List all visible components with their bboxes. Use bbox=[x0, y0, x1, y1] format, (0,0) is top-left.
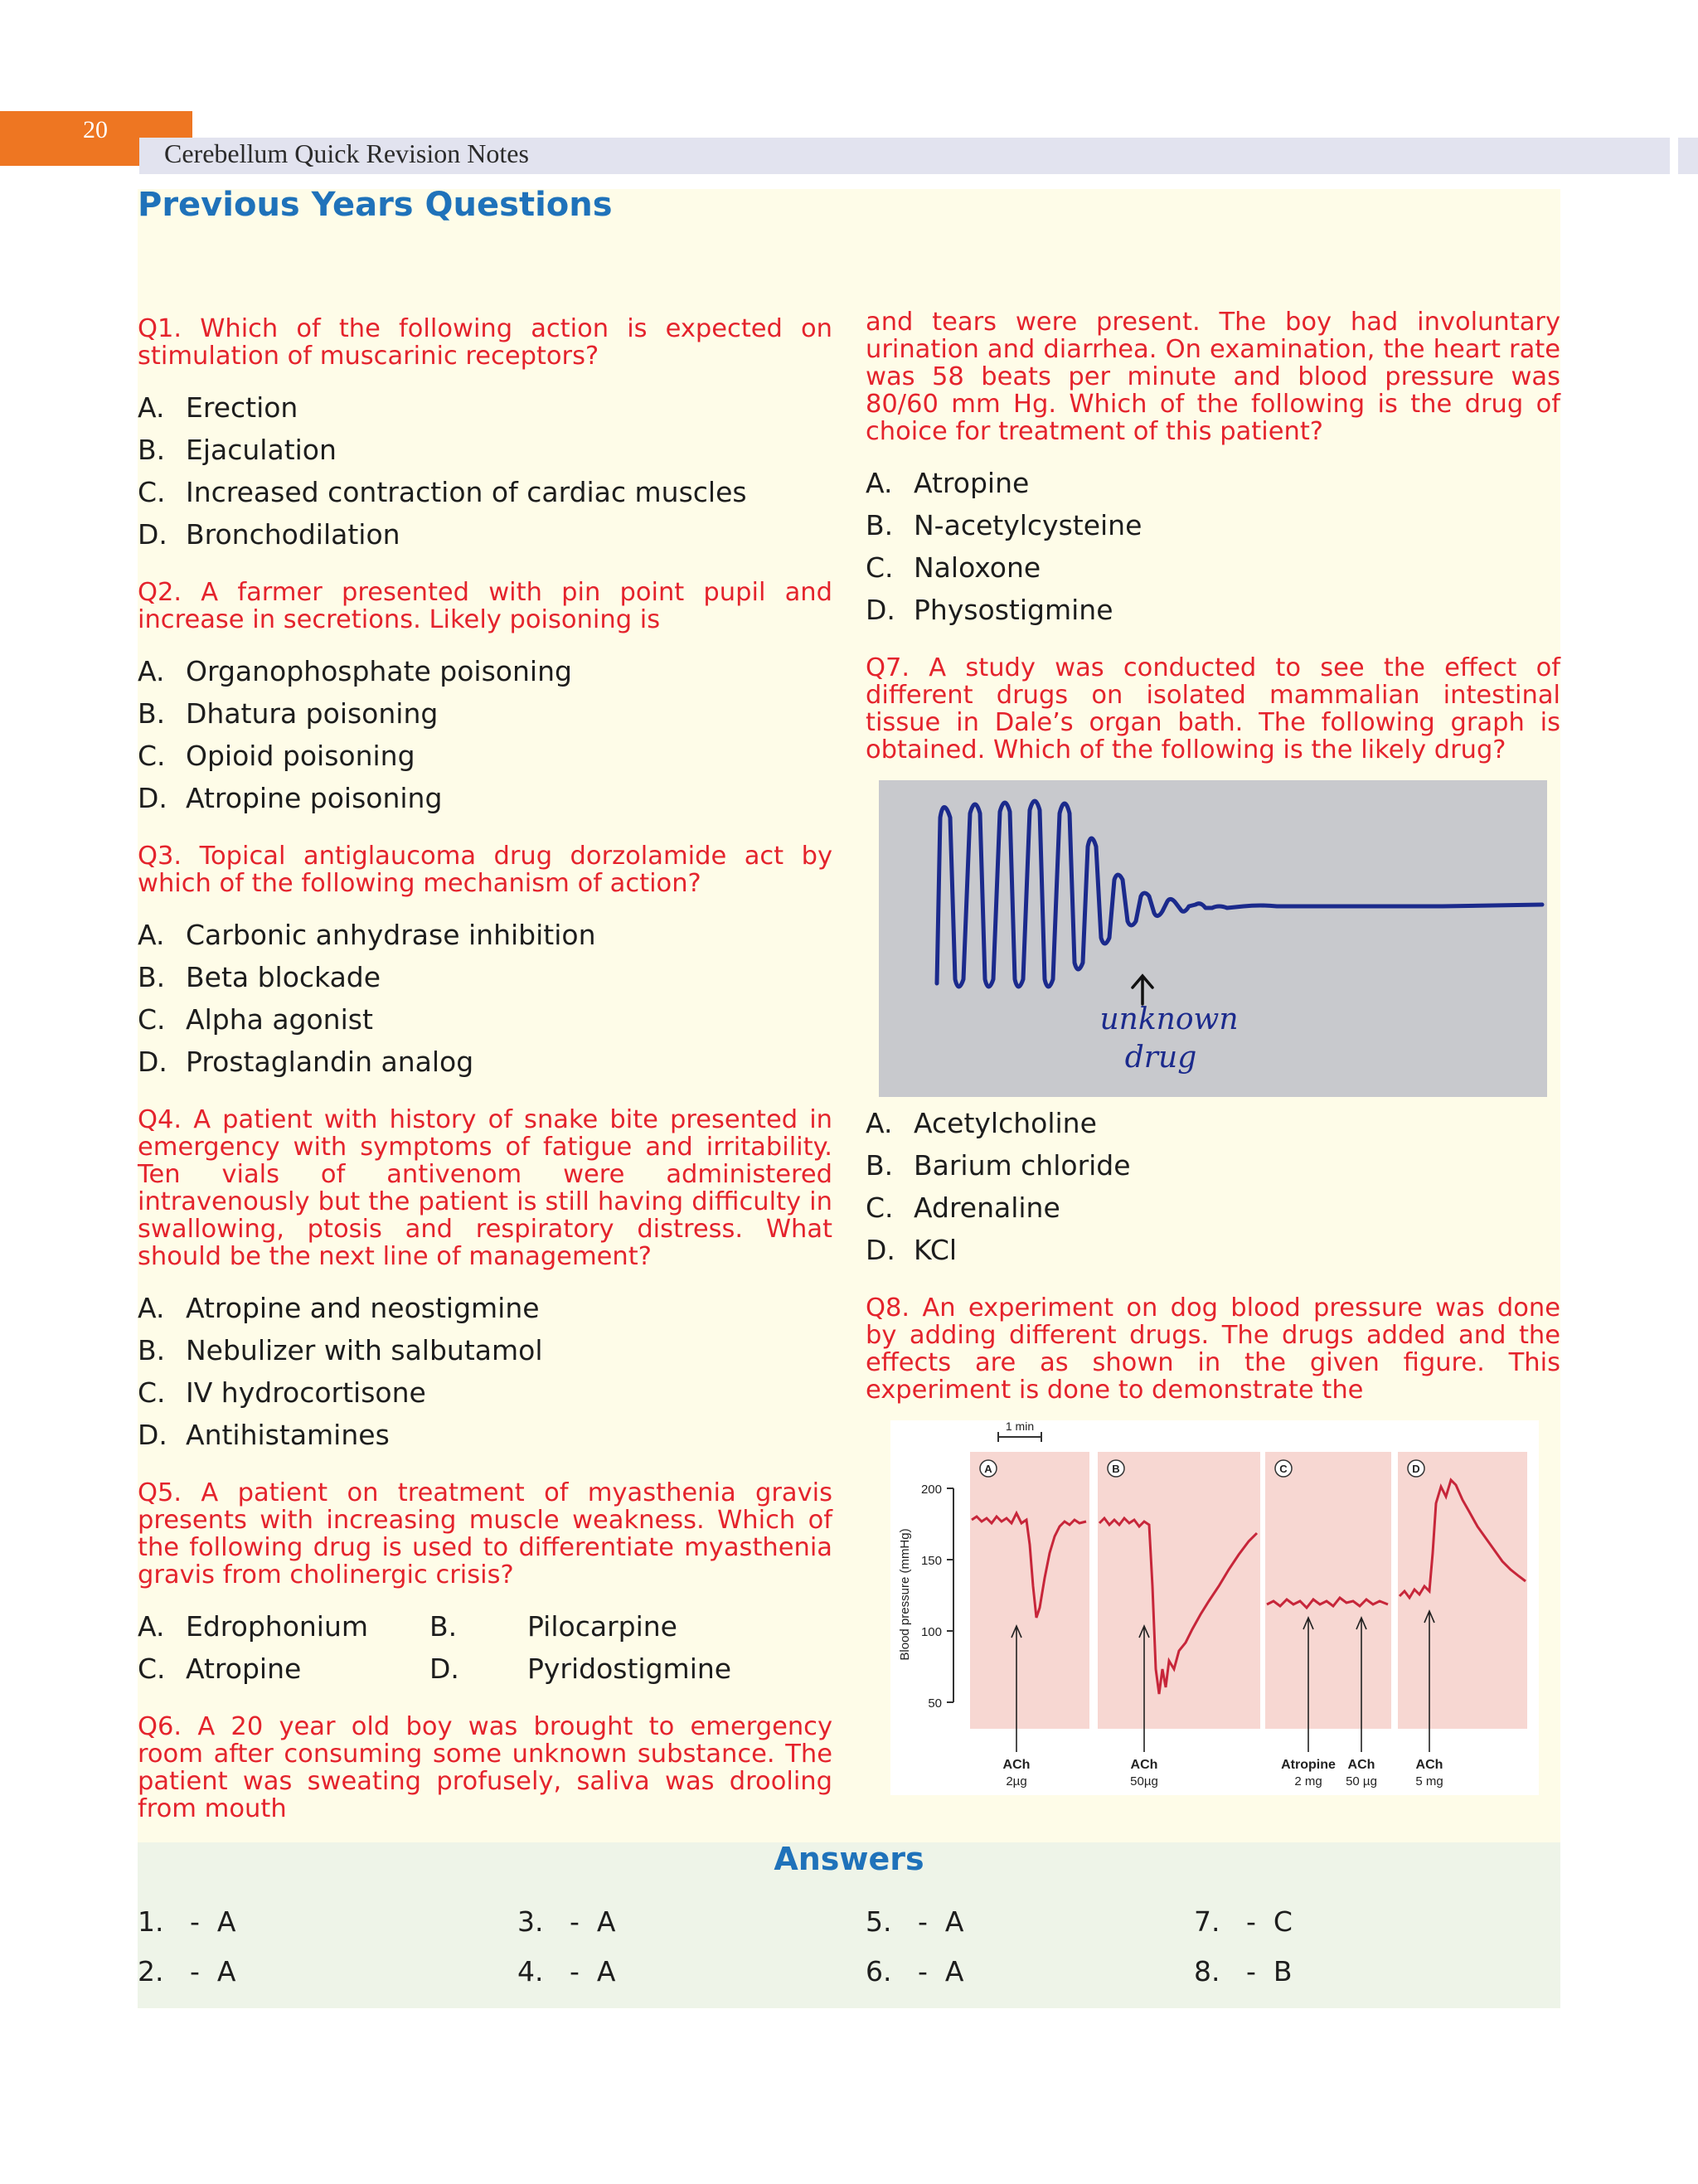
option-q4-b[interactable]: B. Nebulizer with salbutamol bbox=[138, 1334, 543, 1366]
y-tick-50: 50 bbox=[928, 1696, 942, 1711]
option-q4-c[interactable]: C. IV hydrocortisone bbox=[138, 1376, 426, 1409]
time-scale-label: 1 min bbox=[1005, 1420, 1035, 1433]
options-q5 bbox=[138, 1605, 832, 1690]
option-q2-d[interactable]: D. Atropine poisoning bbox=[138, 782, 443, 814]
option-q1-d[interactable]: D. Bronchodilation bbox=[138, 518, 400, 551]
answer-8: 8. - B bbox=[1194, 1955, 1293, 1987]
option-q2-b[interactable]: B. Dhatura poisoning bbox=[138, 697, 439, 730]
figure-label-unknown: unknown bbox=[1099, 1002, 1239, 1036]
panel-d-label: D bbox=[1412, 1463, 1420, 1475]
annotation-drug-4: ACh bbox=[1347, 1758, 1375, 1772]
options-q3 bbox=[138, 914, 832, 1083]
options-q2 bbox=[138, 650, 832, 819]
option-q6-a[interactable]: A. Atropine bbox=[866, 467, 1030, 499]
page-number: 20 bbox=[83, 116, 108, 143]
option-q5-a[interactable]: A. Edrophonium bbox=[138, 1610, 369, 1643]
options-q4 bbox=[138, 1287, 832, 1456]
annotation-drug-1: ACh bbox=[1002, 1758, 1031, 1772]
right-column bbox=[866, 308, 1560, 1795]
option-q6-b[interactable]: B. N-acetylcysteine bbox=[866, 509, 1143, 541]
question-6-end: and tears were present. The boy had involuntary urination and diarrhea. On examination, the heart rate was 58 beats per minute and blood pressure was 80/60 mm Hg. Which of the following is the drug of choice for treatment of this patient? bbox=[866, 308, 1560, 446]
panel-c-label: C bbox=[1279, 1463, 1288, 1475]
question-1: Q1. Which of the following action is expected on stimulation of muscarinic receptors? bbox=[138, 314, 832, 371]
option-q7-d[interactable]: D. KCl bbox=[866, 1234, 958, 1266]
dog-blood-pressure-figure bbox=[890, 1420, 1539, 1795]
option-q2-c[interactable]: C. Opioid poisoning bbox=[138, 740, 415, 772]
answer-5: 5. - A bbox=[866, 1905, 964, 1938]
annotation-dose-2: 50µg bbox=[1130, 1774, 1158, 1788]
annotation-dose-4: 50 µg bbox=[1346, 1774, 1377, 1788]
question-3: Q3. Topical antiglaucoma drug dorzolamide act by which of the following mechanism of action? bbox=[138, 842, 832, 898]
panel-b bbox=[1098, 1452, 1260, 1729]
option-q4-d[interactable]: D. Antihistamines bbox=[138, 1419, 390, 1451]
panel-a-label: A bbox=[984, 1463, 992, 1475]
option-q3-a[interactable]: A. Carbonic anhydrase inhibition bbox=[138, 919, 596, 951]
left-column bbox=[138, 315, 832, 1839]
option-q7-a[interactable]: A. Acetylcholine bbox=[866, 1107, 1097, 1139]
option-q1-c[interactable]: C. Increased contraction of cardiac muscles bbox=[138, 476, 747, 508]
option-q3-c[interactable]: C. Alpha agonist bbox=[138, 1003, 373, 1036]
header-bar-end bbox=[1678, 138, 1698, 174]
annotation-dose-5: 5 mg bbox=[1415, 1774, 1443, 1788]
panel-c bbox=[1265, 1452, 1391, 1729]
answer-3: 3. - A bbox=[517, 1905, 616, 1938]
question-6-start: Q6. A 20 year old boy was brought to emergency room after consuming some unknown substance. The patient was sweating profusely, saliva was drooling from mouth bbox=[138, 1712, 832, 1823]
answer-2: 2. - A bbox=[138, 1955, 236, 1987]
question-8: Q8. An experiment on dog blood pressure was done by adding different drugs. The drugs added and the effects are as shown in the given figure. This experiment is done to demonstrate the bbox=[866, 1293, 1560, 1405]
annotation-drug-3: Atropine bbox=[1281, 1758, 1336, 1772]
option-q6-d[interactable]: D. Physostigmine bbox=[866, 594, 1113, 626]
option-q1-b[interactable]: B. Ejaculation bbox=[138, 434, 337, 466]
answer-6: 6. - A bbox=[866, 1955, 964, 1987]
option-q6-c[interactable]: C. Naloxone bbox=[866, 551, 1041, 584]
y-tick-200: 200 bbox=[920, 1483, 942, 1497]
y-axis-label: Blood pressure (mmHg) bbox=[898, 1528, 912, 1661]
answers-title: Answers bbox=[774, 1841, 924, 1877]
option-q7-b[interactable]: B. Barium chloride bbox=[866, 1149, 1131, 1182]
annotation-drug-2: ACh bbox=[1130, 1758, 1158, 1772]
question-4: Q4. A patient with history of snake bite presented in emergency with symptoms of fatigue and irritability. Ten vials of antivenom were administered intravenously but the patient is still having difficulty in swallowing, ptosis and respiratory distress. What should be the next line of management? bbox=[138, 1105, 832, 1271]
option-q2-a[interactable]: A. Organophosphate poisoning bbox=[138, 655, 572, 687]
option-q4-a[interactable]: A. Atropine and neostigmine bbox=[138, 1292, 540, 1324]
option-q3-b[interactable]: B. Beta blockade bbox=[138, 961, 381, 993]
y-tick-150: 150 bbox=[920, 1554, 942, 1568]
question-5: Q5. A patient on treatment of myasthenia gravis presents with increasing muscle weakness. Which of the following drug is used to differentiate myasthenia gravis from cholinergic crisis? bbox=[138, 1478, 832, 1589]
question-7: Q7. A study was conducted to see the effect of different drugs on isolated mammalian intestinal tissue in Dale’s organ bath. The following graph is obtained. Which of the following is the likely drug? bbox=[866, 653, 1560, 764]
figure-label-drug: drug bbox=[1124, 1041, 1197, 1075]
book-title: Cerebellum Quick Revision Notes bbox=[164, 138, 529, 168]
section-title: Previous Years Questions bbox=[138, 186, 613, 224]
annotation-drug-5: ACh bbox=[1415, 1758, 1443, 1772]
options-q6 bbox=[866, 462, 1560, 631]
options-q7 bbox=[866, 1102, 1560, 1271]
y-tick-100: 100 bbox=[920, 1625, 942, 1639]
option-q3-d[interactable]: D. Prostaglandin analog bbox=[138, 1046, 474, 1078]
annotation-dose-3: 2 mg bbox=[1294, 1774, 1322, 1788]
option-q1-a[interactable]: A. Erection bbox=[138, 391, 298, 424]
annotation-dose-1: 2µg bbox=[1006, 1774, 1027, 1788]
question-2: Q2. A farmer presented with pin point pupil and increase in secretions. Likely poisoning is bbox=[138, 578, 832, 634]
option-q5-b[interactable]: B. Pilocarpine bbox=[429, 1610, 677, 1643]
panel-b-label: B bbox=[1112, 1463, 1120, 1475]
dales-organ-bath-tracing bbox=[879, 780, 1547, 1097]
answer-7: 7. - C bbox=[1194, 1905, 1293, 1938]
option-q5-d[interactable]: D. Pyridostigmine bbox=[429, 1653, 732, 1685]
options-q1 bbox=[138, 386, 832, 556]
option-q5-c[interactable]: C. Atropine bbox=[138, 1653, 302, 1685]
panel-a bbox=[970, 1452, 1089, 1729]
panel-d bbox=[1398, 1452, 1527, 1729]
answer-4: 4. - A bbox=[517, 1955, 616, 1987]
answer-1: 1. - A bbox=[138, 1905, 236, 1938]
option-q7-c[interactable]: C. Adrenaline bbox=[866, 1191, 1060, 1224]
